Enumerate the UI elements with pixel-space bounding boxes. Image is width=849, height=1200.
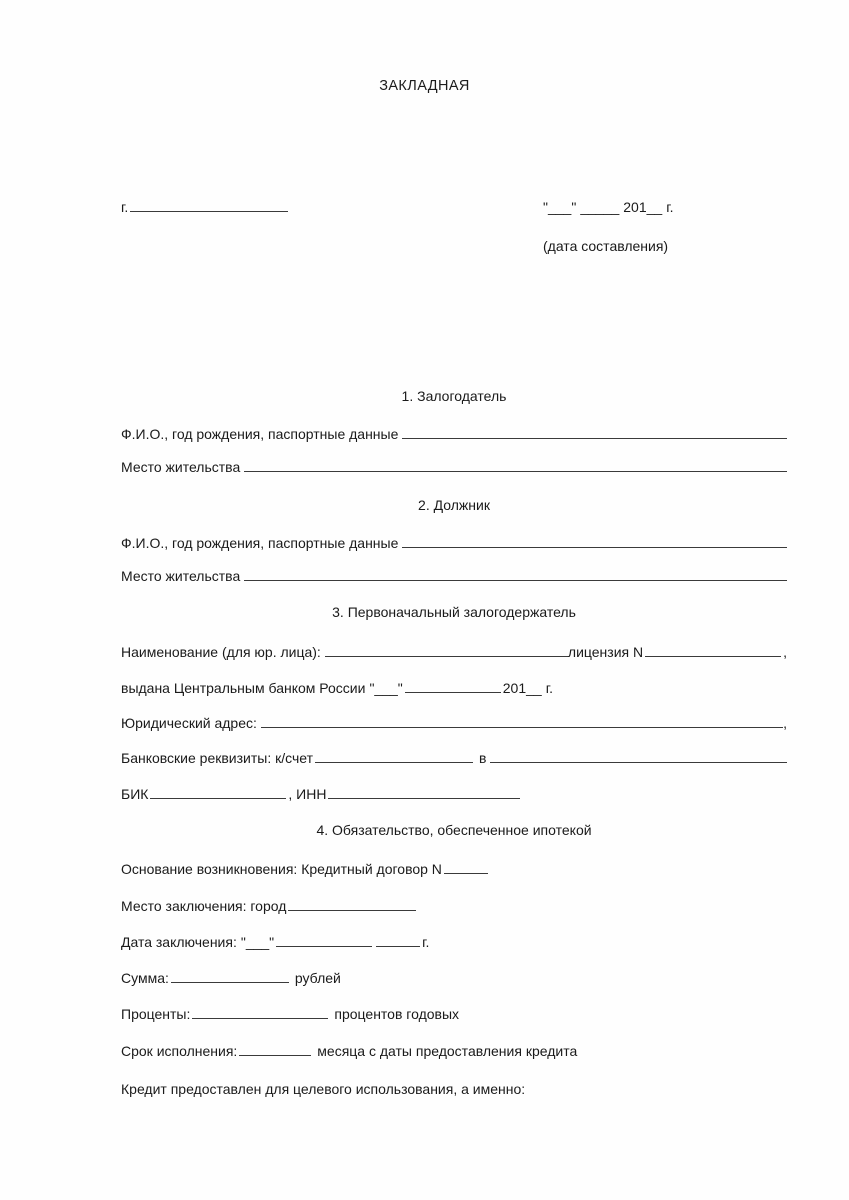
field-label-inn: , ИНН [288, 786, 327, 802]
field-tail: г. [422, 934, 430, 950]
field-blank[interactable] [261, 716, 783, 728]
field-row-amount[interactable] [121, 970, 341, 986]
header-meta-row [121, 199, 787, 223]
field-label: выдана Центральным банком России [121, 680, 366, 696]
field-label: Ф.И.О., год рождения, паспортные данные [121, 535, 399, 551]
field-blank[interactable] [244, 460, 787, 472]
field-blank-bank[interactable] [490, 751, 787, 763]
field-label: Юридический адрес: [121, 715, 257, 731]
field-blank-month[interactable] [276, 935, 372, 947]
field-tail: г. [545, 680, 553, 696]
date-year: 201__ [623, 199, 663, 215]
field-blank-license[interactable] [645, 645, 781, 657]
field-label: Банковские реквизиты: к/счет [121, 750, 314, 766]
field-row-mortgagee-name[interactable] [121, 644, 787, 660]
date-day-quote: "___" [543, 199, 577, 215]
field-blank[interactable] [244, 569, 787, 581]
section-heading-1: 1. Залогодатель [401, 388, 507, 404]
field-row-interest[interactable] [121, 1006, 459, 1022]
field-label: Сумма: [121, 970, 169, 986]
field-tail: месяца с даты предоставления кредита [317, 1043, 578, 1059]
field-label: Место заключения: город [121, 898, 287, 914]
page-title: ЗАКЛАДНАЯ [379, 78, 470, 94]
field-label: Место жительства [121, 568, 241, 584]
date-year-suffix: г. [666, 199, 674, 215]
field-blank-inn[interactable] [328, 787, 520, 799]
field-label: Кредит предоставлен для целевого использования, а именно: [121, 1081, 526, 1097]
field-day-quote: "___" [369, 680, 403, 696]
field-blank-account[interactable] [315, 751, 473, 763]
field-blank-month[interactable] [405, 681, 501, 693]
field-row-place[interactable] [121, 898, 418, 914]
field-label-license: лицензия N [567, 644, 644, 660]
city-blank[interactable] [130, 200, 288, 212]
field-row-pledgor-address[interactable] [121, 459, 787, 475]
field-row-conclusion-date[interactable] [121, 934, 429, 950]
field-tail: , [783, 644, 787, 660]
city-label: г. [121, 199, 129, 215]
field-blank-city[interactable] [288, 899, 416, 911]
field-day-quote: "___" [240, 934, 275, 950]
field-blank[interactable] [402, 427, 787, 439]
field-row-term[interactable] [121, 1043, 577, 1059]
field-row-bank-details[interactable] [121, 750, 787, 766]
field-blank-name[interactable] [325, 645, 568, 657]
section-heading-3: 3. Первоначальный залогодержатель [332, 604, 576, 620]
field-tail: рублей [294, 970, 341, 986]
field-label: Ф.И.О., год рождения, паспортные данные [121, 426, 399, 442]
field-blank-bik[interactable] [150, 787, 286, 799]
date-field[interactable] [543, 199, 673, 215]
field-year: 201__ [502, 680, 542, 696]
field-blank-amount[interactable] [171, 971, 289, 983]
field-label: Срок исполнения: [121, 1043, 238, 1059]
field-row-basis[interactable] [121, 861, 490, 877]
date-caption: (дата составления) [543, 238, 669, 254]
field-label: Основание возникновения: Кредитный договор N [121, 861, 442, 877]
field-row-legal-address[interactable] [121, 715, 787, 731]
field-label-bik: БИК [121, 786, 149, 802]
field-row-bik-inn[interactable] [121, 786, 522, 802]
field-blank[interactable] [402, 536, 787, 548]
section-heading-2: 2. Должник [418, 497, 490, 513]
field-blank-year[interactable] [376, 935, 420, 947]
field-label: Проценты: [121, 1006, 191, 1022]
field-label: Наименование (для юр. лица): [121, 644, 321, 660]
field-blank-contract-number[interactable] [444, 862, 488, 874]
field-row-purpose [121, 1081, 525, 1097]
field-tail: , [783, 715, 787, 731]
field-label: Место жительства [121, 459, 241, 475]
section-heading-4: 4. Обязательство, обеспеченное ипотекой [316, 822, 592, 838]
date-month-blank: _____ [580, 199, 620, 215]
field-label: Дата заключения: [121, 934, 237, 950]
field-row-debtor-personal[interactable] [121, 535, 787, 551]
field-blank-interest[interactable] [192, 1007, 328, 1019]
field-blank-term[interactable] [239, 1044, 311, 1056]
field-row-debtor-address[interactable] [121, 568, 787, 584]
city-field[interactable] [121, 199, 290, 215]
field-row-license-issued[interactable] [121, 680, 553, 696]
field-label-in: в [479, 750, 487, 766]
field-row-pledgor-personal[interactable] [121, 426, 787, 442]
field-tail: процентов годовых [334, 1006, 460, 1022]
